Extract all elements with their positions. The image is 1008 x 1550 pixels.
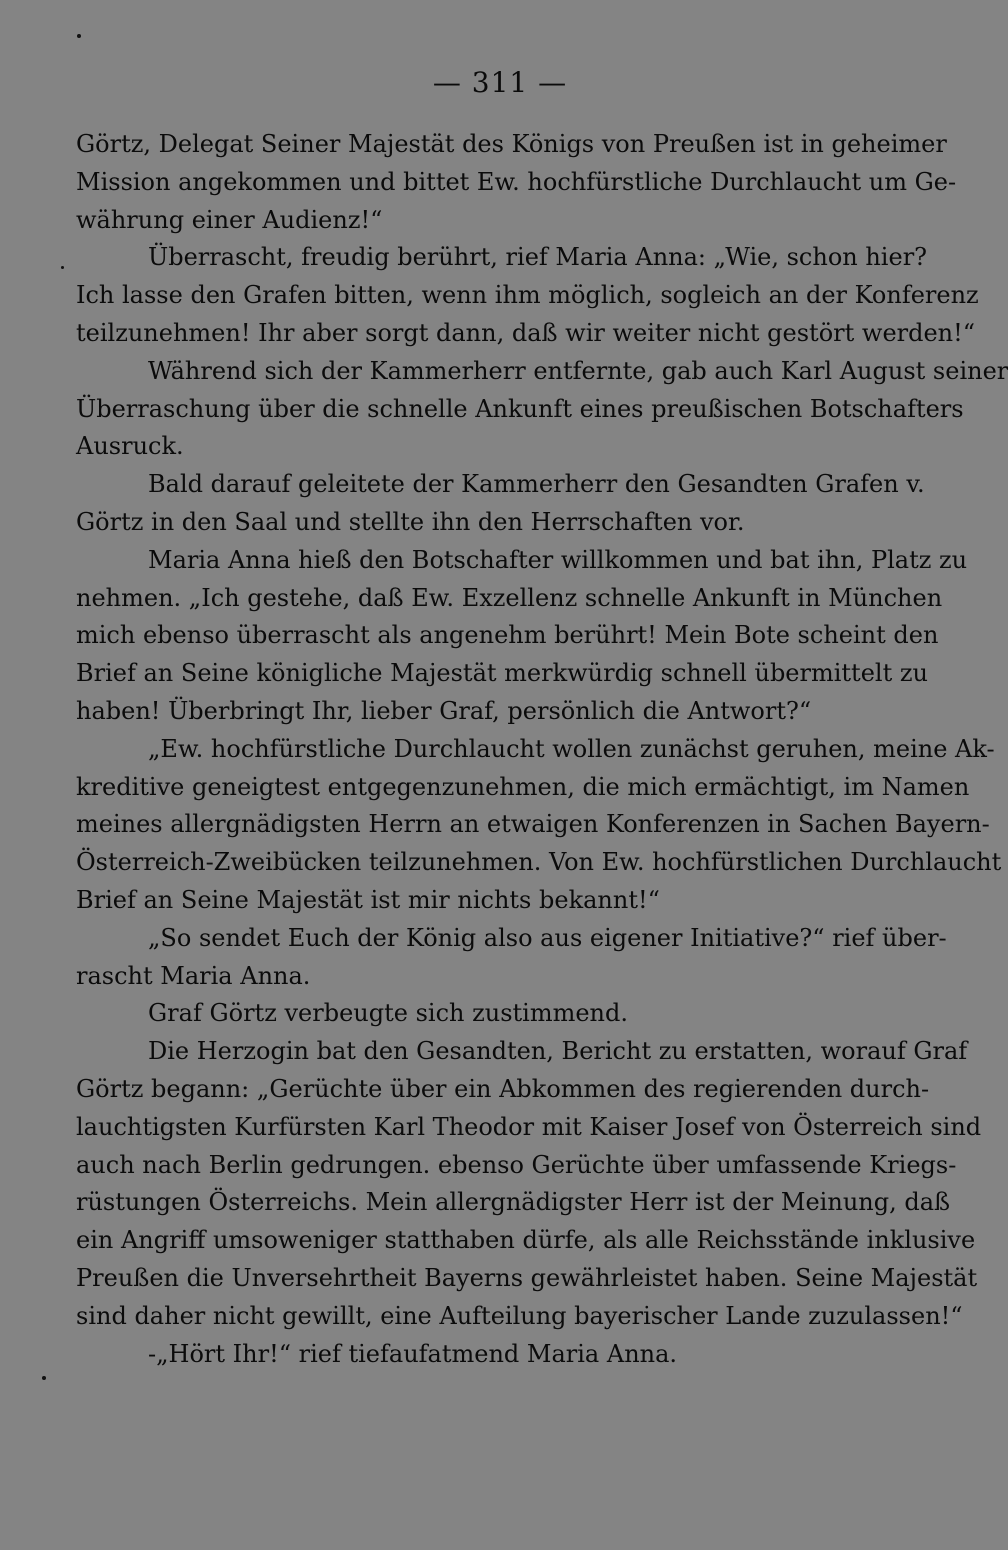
text-line: Bald darauf geleitete der Kammerherr den Gesandten Grafen v. xyxy=(148,470,925,499)
ink-speck xyxy=(77,34,81,38)
text-line: Maria Anna hieß den Botschafter willkommen und bat ihn, Platz zu xyxy=(148,545,968,574)
text-line: lauchtigsten Kurfürsten Karl Theodor mit Kaiser Josef von Österreich sind xyxy=(76,1112,982,1141)
page-number: — 311 — xyxy=(432,66,568,99)
text-line: Preußen die Unversehrtheit Bayerns gewährleistet haben. Seine Majestät xyxy=(76,1263,978,1292)
text-line: Brief an Seine königliche Majestät merkwürdig schnell übermittelt zu xyxy=(76,659,928,688)
text-line: kreditive geneigtest entgegenzunehmen, die mich ermächtigt, im Namen xyxy=(76,772,970,801)
text-line: rascht Maria Anna. xyxy=(76,961,311,990)
text-line: mich ebenso überrascht als angenehm berührt! Mein Bote scheint den xyxy=(76,621,939,650)
text-line: Während sich der Kammerherr entfernte, gab auch Karl August seiner xyxy=(148,356,1008,385)
text-line: rüstungen Österreichs. Mein allergnädigster Herr ist der Meinung, daß xyxy=(76,1188,951,1217)
body-text xyxy=(76,126,1008,1373)
ink-speck xyxy=(42,1376,46,1380)
text-line: Görtz, Delegat Seiner Majestät des Königs von Preußen ist in geheimer xyxy=(76,130,947,158)
text-line: währung einer Audienz!“ xyxy=(76,205,383,234)
text-line: Ich lasse den Grafen bitten, wenn ihm möglich, sogleich an der Konferenz xyxy=(76,281,979,310)
text-line: nehmen. „Ich gestehe, daß Ew. Exzellenz schnelle Ankunft in München xyxy=(76,583,943,612)
text-line: -„Hört Ihr!“ rief tiefaufatmend Maria Anna. xyxy=(148,1339,678,1368)
text-line: Die Herzogin bat den Gesandten, Bericht zu erstatten, worauf Graf xyxy=(148,1037,968,1066)
text-line: auch nach Berlin gedrungen. ebenso Gerüchte über umfassende Kriegs- xyxy=(76,1150,957,1179)
text-line: Ausruck. xyxy=(76,432,184,461)
text-line: „So sendet Euch der König also aus eigener Initiative?“ rief über- xyxy=(148,923,947,952)
ink-speck xyxy=(61,266,64,269)
text-line: ein Angriff umsoweniger statthaben dürfe, als alle Reichsstände inklusive xyxy=(76,1226,976,1255)
text-line: Österreich-Zweibücken teilzunehmen. Von Ew. hochfürstlichen Durchlaucht xyxy=(76,848,1002,877)
text-line: Görtz begann: „Gerüchte über ein Abkommen des regierenden durch- xyxy=(76,1074,930,1103)
text-line: Mission angekommen und bittet Ew. hochfürstliche Durchlaucht um Ge- xyxy=(76,167,957,196)
text-line: Graf Görtz verbeugte sich zustimmend. xyxy=(148,999,628,1028)
text-line: Brief an Seine Majestät ist mir nichts bekannt!“ xyxy=(76,885,660,914)
text-line: Überraschung über die schnelle Ankunft eines preußischen Botschafters xyxy=(76,394,964,423)
text-line: Görtz in den Saal und stellte ihn den Herrschaften vor. xyxy=(76,507,745,536)
text-line: teilzunehmen! Ihr aber sorgt dann, daß wir weiter nicht gestört werden!“ xyxy=(76,318,976,347)
text-line: „Ew. hochfürstliche Durchlaucht wollen zunächst geruhen, meine Ak- xyxy=(148,734,995,763)
text-line: sind daher nicht gewillt, eine Aufteilung bayerischer Lande zuzulassen!“ xyxy=(76,1301,963,1330)
text-line: Überrascht, freudig berührt, rief Maria Anna: „Wie, schon hier? xyxy=(148,243,928,272)
text-line: haben! Überbringt Ihr, lieber Graf, persönlich die Antwort?“ xyxy=(76,696,812,725)
text-line: meines allergnädigsten Herrn an etwaigen Konferenzen in Sachen Bayern- xyxy=(76,810,990,839)
